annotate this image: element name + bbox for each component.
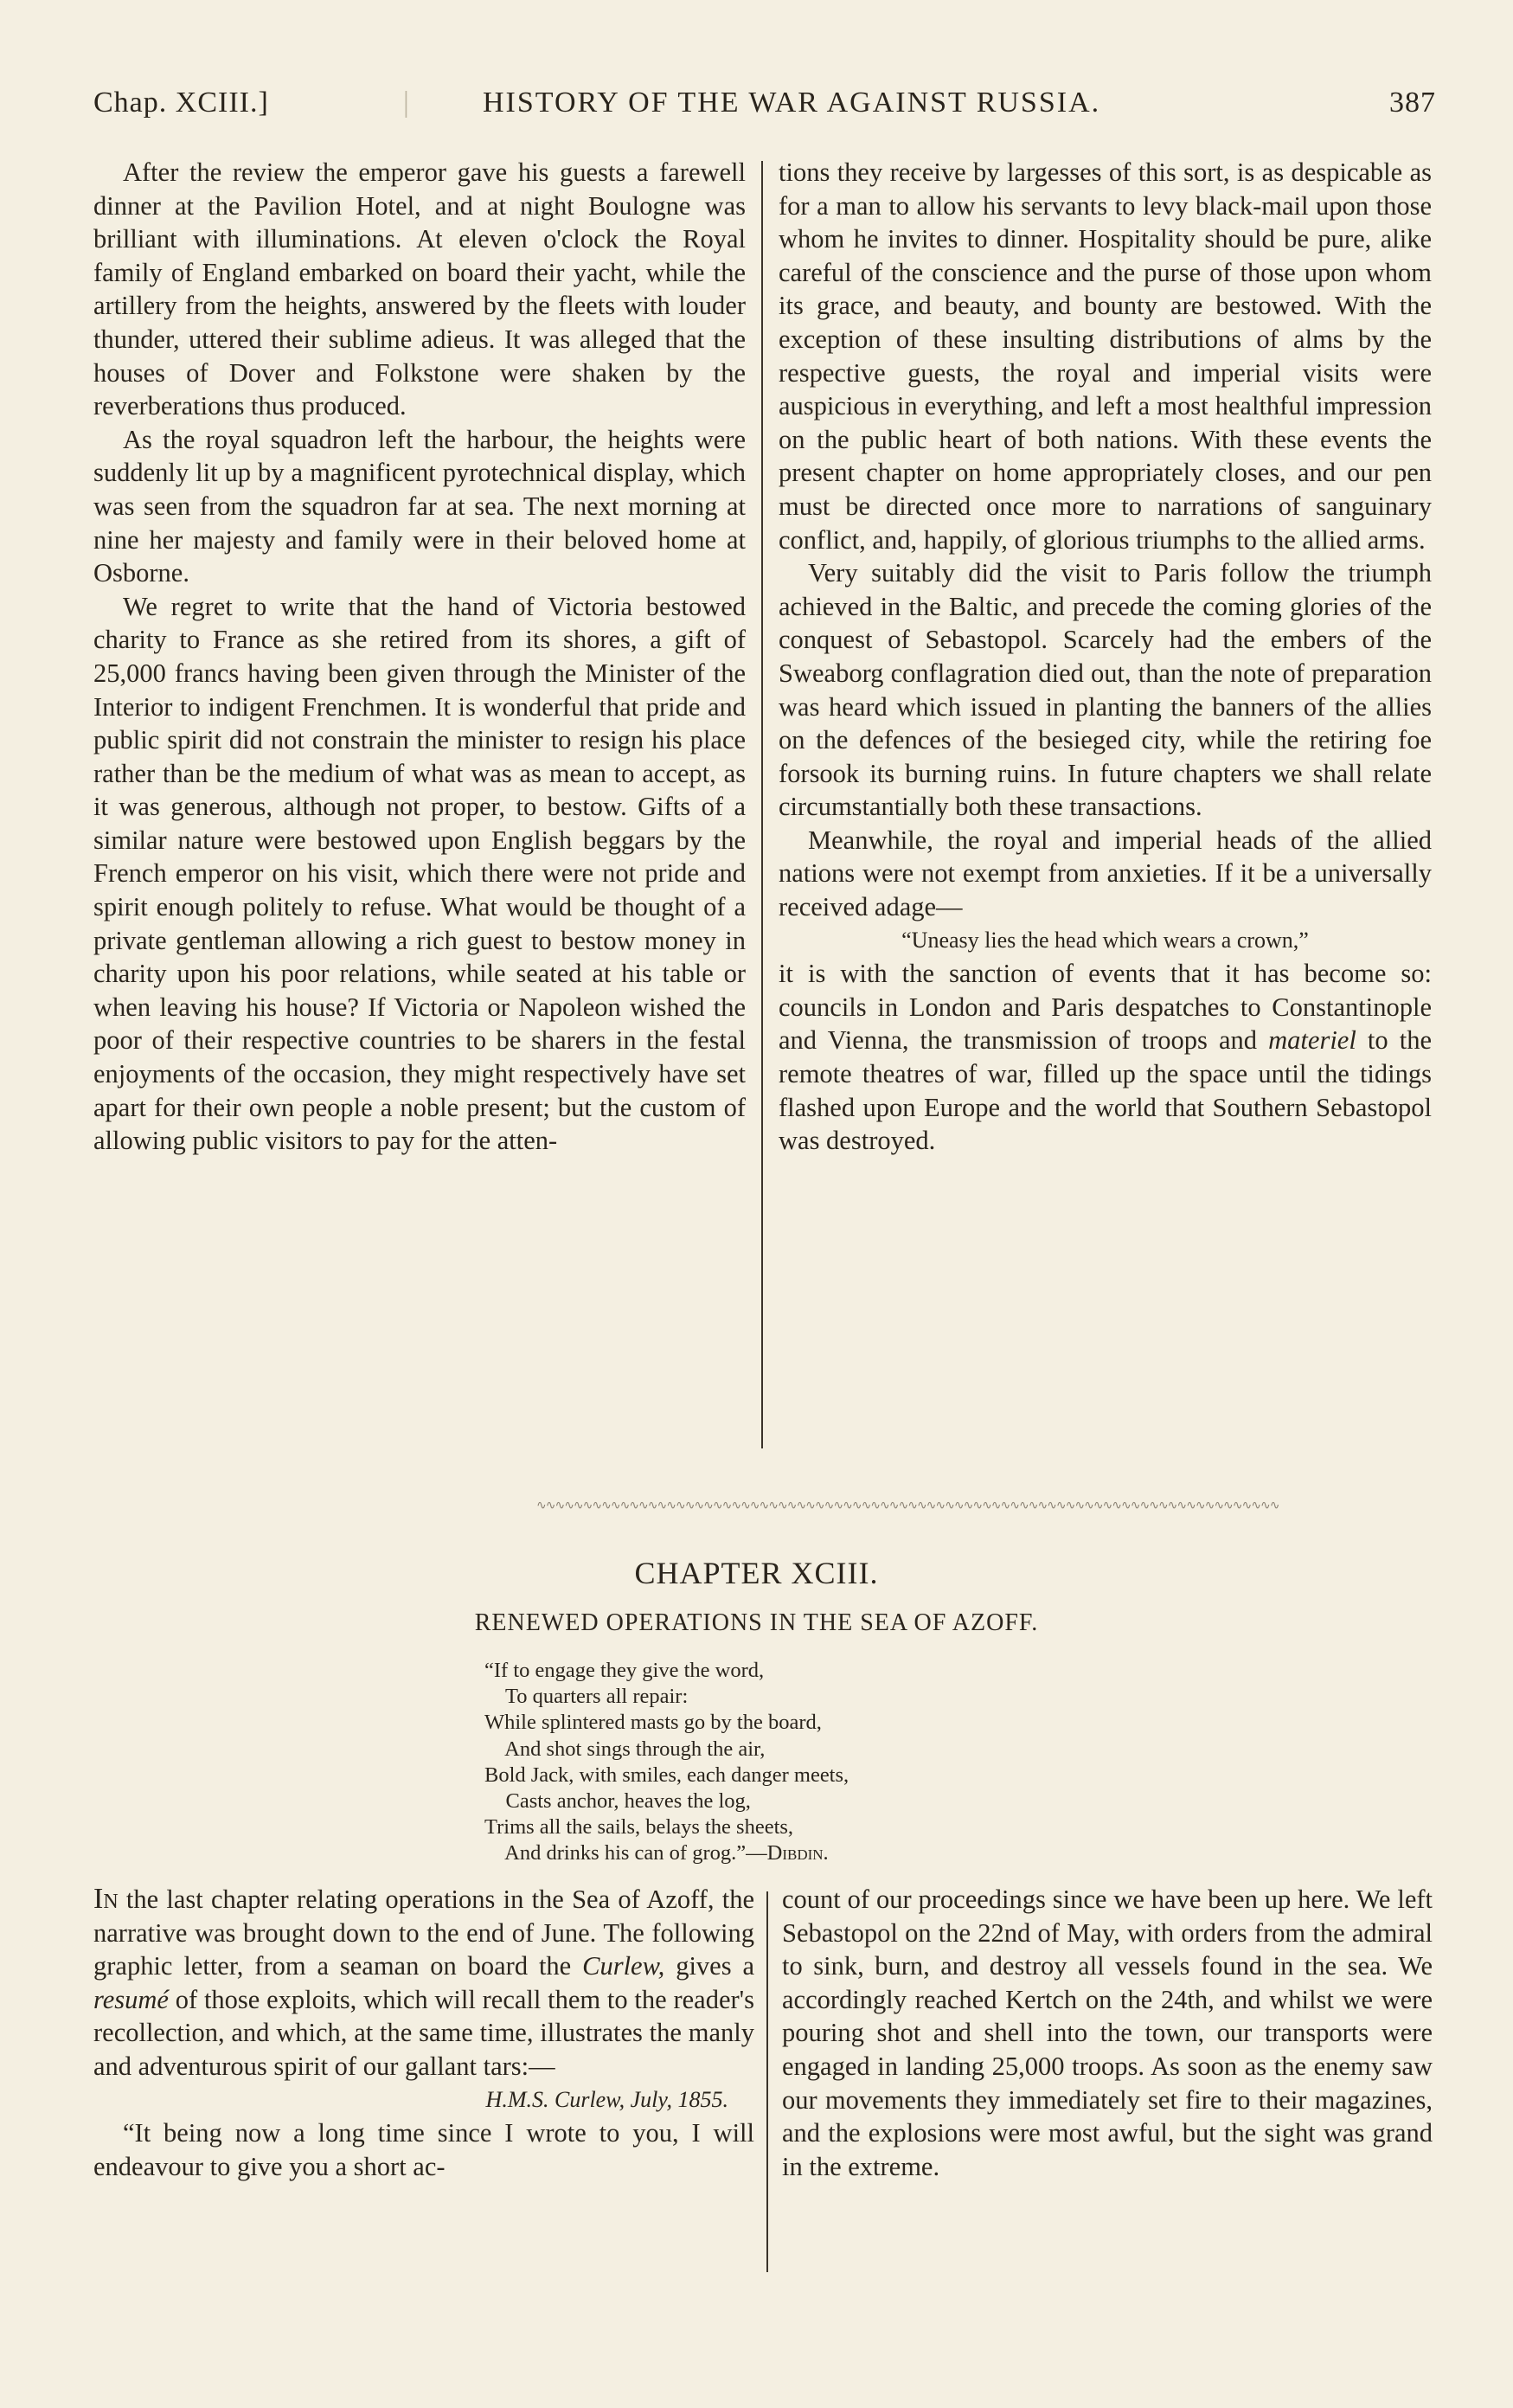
epigraph-line: Trims all the sails, belays the sheets, [484, 1815, 794, 1840]
ornamental-divider: ∿∿∿∿∿∿∿∿∿∿∿∿∿∿∿∿∿∿∿∿∿∿∿∿∿∿∿∿∿∿∿∿∿∿∿∿∿∿∿∿∿∿∿∿∿∿∿∿∿∿∿∿∿∿∿∿∿∿∿∿∿∿∿∿∿∿∿∿∿∿∿∿∿∿∿∿∿∿∿∿ [536, 1499, 1279, 1512]
page-number: 387 [1389, 87, 1436, 119]
epigraph-line: To quarters all repair: [484, 1685, 689, 1709]
chapter-title: CHAPTER XCIII. [634, 1556, 879, 1590]
epigraph-line: Bold Jack, with smiles, each danger meets, [484, 1763, 849, 1787]
paragraph [93, 1883, 754, 2084]
text-run: it is with the sanction of events that it has become so: councils in London and Paris despatches to Constantinople and Vienna, the transmission of troops and [779, 959, 1432, 1056]
italic-term: materiel [1268, 1025, 1356, 1056]
paragraph: As the royal squadron left the harbour, the heights were suddenly lit up by a magnificent pyrotechnical display, which was seen from the squadron far at sea. The next morning at nine her majesty and family were in their beloved home at Osborne. [93, 424, 746, 588]
paragraph: “It being now a long time since I wrote to you, I will endeavour to give you a short ac- [93, 2118, 754, 2181]
paragraph: count of our proceedings since we have been up here. We left Sebastopol on the 22nd of May, with orders from the admiral to sink, burn, and destroy all vessels found in the sea. We accordingly reached Kertch on the 24th, and whilst we were pouring shot and shell into the town, our transports were engaged in landing 25,000 troops. As soon as the enemy saw our movements they immediately set fire to their magazines, and the explosions were most awful, but the sight was grand in the extreme. [782, 1885, 1433, 2181]
chapter-subtitle: RENEWED OPERATIONS IN THE SEA OF AZOFF. [474, 1609, 1039, 1636]
epigraph-line: While splintered masts go by the board, [484, 1711, 822, 1735]
epigraph-line: Casts anchor, heaves the log, [484, 1789, 751, 1814]
right-column [779, 156, 1432, 1158]
epigraph-last-line [484, 1840, 849, 1866]
epigraph-line: And shot sings through the air, [484, 1737, 766, 1761]
paragraph: tions they receive by largesses of this sort, is as despicable as for a man to allow his servants to levy black-mail upon those whom he invites to dinner. Hospitality should be pure, alike careful of the conscience and the purse of those upon whom its grace, and beauty, and bounty are bestowed. With the exception of these insulting distributions of alms by the respective guests, the royal and imperial visits were auspicious in everything, and left a most healthful impression on the public heart of both nations. With these events the present chapter on home appropriately closes, and our pen must be directed once more to narrations of sanguinary conflict, and, happily, of glorious triumphs to the allied arms. [779, 157, 1432, 555]
epigraph-author: Dibdin. [766, 1841, 829, 1865]
column-rule [761, 161, 763, 1448]
paragraph: Meanwhile, the royal and imperial heads of the allied nations were not exempt from anxieties. If it be a universally received adage— [779, 825, 1432, 922]
header-separator: | [403, 87, 410, 119]
paragraph [779, 957, 1432, 1158]
verse-quote: “Uneasy lies the head which wears a crown,” [901, 927, 1309, 953]
header-chapter: Chap. XCIII.] [93, 87, 269, 119]
letter-signature: H.M.S. Curlew, July, 1855. [485, 2086, 728, 2112]
header-title: HISTORY OF THE WAR AGAINST RUSSIA. [483, 87, 1101, 119]
ship-name: Curlew, [582, 1951, 665, 1981]
column-rule [766, 1891, 768, 2272]
paragraph: After the review the emperor gave his guests a farewell dinner at the Pavilion Hotel, and at night Boulogne was brilliant with illuminations. At eleven o'clock the Royal family of England embarked on board their yacht, while the artillery from the heights, answered by the fleets with louder thunder, uttered their sublime adieus. It was alleged that the houses of Dover and Folkstone were shaken by the reverberations thus produced. [93, 157, 746, 421]
text-run: to the remote theatres of war, filled up the space until the tidings flashed upon Europe and the world that Southern Sebastopol was destroyed. [779, 1025, 1432, 1156]
running-header [93, 87, 1436, 130]
lower-left-column [93, 1883, 754, 2183]
lower-right-column [782, 1883, 1433, 2183]
drop-word: In [93, 1883, 119, 1915]
italic-term: resumé [93, 1984, 169, 2014]
text-run: of those exploits, which will recall them to the reader's recollection, and which, at the same time, illustrates the manly and adventurous spirit of our gallant tars:— [93, 1984, 754, 2081]
epigraph [484, 1658, 849, 1867]
text-run: gives a [664, 1951, 755, 1981]
left-column [93, 156, 746, 1158]
epigraph-line: “If to engage they give the word, [484, 1659, 765, 1682]
epigraph-line: And drinks his can of grog.”— [484, 1841, 767, 1865]
text-run: the last chapter relating operations in the Sea of Azoff, the narrative was brought down to the end of June. The following graphic letter, from a seaman on board the [93, 1885, 754, 1981]
paragraph: We regret to write that the hand of Victoria bestowed charity to France as she retired from its shores, a gift of 25,000 francs having been given through the Minister of the Interior to indigent Frenchmen. It is wonderful that pride and public spirit did not constrain the minister to resign his place rather than be the medium of what was as mean to accept, as it was generous, although not proper, to bestow. Gifts of a similar nature were bestowed upon English beggars by the French emperor on his visit, which there were not pride and spirit enough politely to refuse. What would be thought of a private gentleman allowing a rich guest to bestow money in charity upon his poor relations, while seated at his table or when leaving his house? If Victoria or Napoleon wished the poor of their respective countries to be sharers in the festal enjoyments of the occasion, they might respectively have set apart for their own people a noble present; but the custom of allowing public visitors to pay for the atten- [93, 591, 746, 1156]
paragraph: Very suitably did the visit to Paris follow the triumph achieved in the Baltic, and precede the coming glories of the conquest of Sebastopol. Scarcely had the embers of the Sweaborg conflagration died out, than the note of preparation was heard which issued in planting the banners of the allies on the defences of the besieged city, while the retiring foe forsook its burning ruins. In future chapters we shall relate circumstantially both these transactions. [779, 558, 1432, 822]
